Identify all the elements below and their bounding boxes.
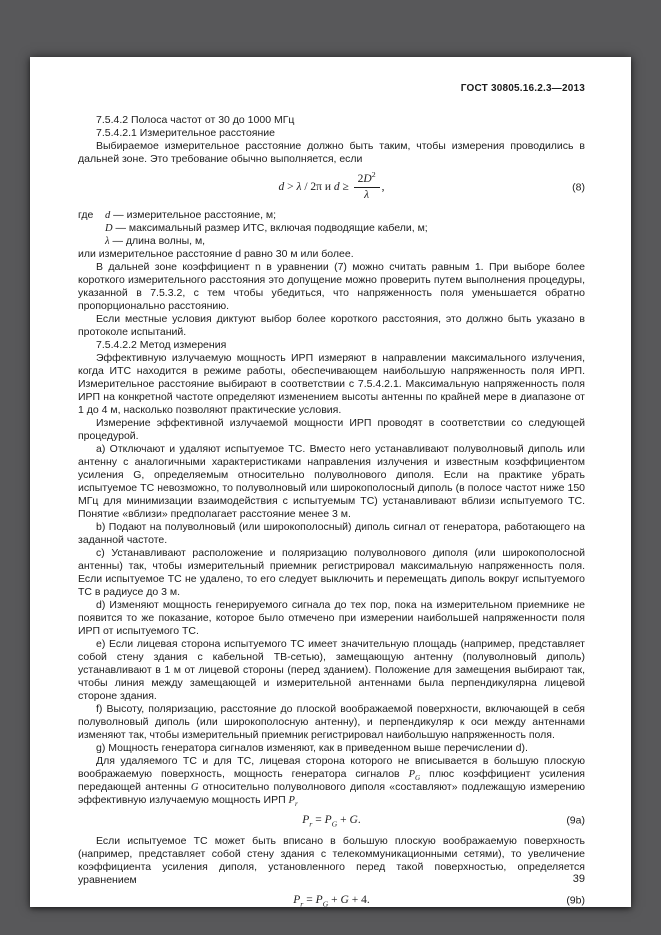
paragraph: g) Мощность генератора сигналов изменяют, как в приведенном выше перечислении d). [96, 742, 528, 754]
equation-number: (9a) [566, 814, 585, 827]
where-line: D — максимальный размер ИТС, включая подводящие кабели, м; [105, 222, 428, 234]
formula: $P_r = P_G + G + 4$. (9b) [293, 894, 585, 907]
paragraph: Если местные условия диктуют выбор более короткого расстояния, это должно быть указано в протоколе испытаний. [78, 313, 585, 338]
document-page [30, 57, 631, 907]
paragraph: d) Изменяют мощность генерируемого сигнала до тех пор, пока на измерительном приемнике не появится то же показание, которое было отмечено при измерении наибольшей напряженности поля ИРП от испытуемого ТС. [78, 599, 585, 637]
paragraph: Для удаляемого ТС и для ТС, лицевая сторона которого не вписывается в большую плоскую воображаемую поверхность, мощность генератора сигналов $P_G$ плюс коэффициент усиления передающей антенны G относительно полуволнового диполя «составляют» подлежащую измерению эффективную излучаемую мощность ИРП $P_r$ [78, 755, 585, 809]
paragraph: Выбираемое измерительное расстояние должно быть таким, чтобы измерения проводились в дальней зоне. Это требование обычно выполняется, если [78, 140, 585, 165]
paragraph: Если испытуемое ТС может быть вписано в большую плоскую воображаемую поверхность (например, представляет собой стену здания с телекоммуникационными сетями), то увеличение коэффициента усиления диполя, установленного перед такой поверхностью, определяется уравнением [78, 835, 585, 886]
page-number: 39 [572, 873, 585, 885]
paragraph: Измерение эффективной излучаемой мощности ИРП проводят в соответствии со следующей процедурой. [78, 417, 585, 442]
paragraph: В дальней зоне коэффициент n в уравнении (7) можно считать равным 1. При выборе более короткого измерительного расстояния это допущение можно проверить путем выполнения процедуры, указанной в 7.5.3.2, с тем чтобы убедиться, что напряженность поля уменьшается обратно пропорционально расстоянию. [78, 261, 585, 312]
where-line: λ — длина волны, м, [105, 235, 206, 247]
paragraph: e) Если лицевая сторона испытуемого ТС имеет значительную площадь (например, представляет собой стену здания с кабельной ТВ-сетью), замещающую антенну (полуволновый диполь) устанавливают в 1 м от лицевой стороны (перед зданием). Положение для замещения выбирают так, чтобы линия между замещающей и измерительной антеннами была перпендикулярна лицевой стороне здания. [78, 638, 585, 702]
paragraph: Эффективную излучаемую мощность ИРП измеряют в направлении максимального излучения, когда ИТС находится в режиме работы, обеспечивающем наибольшую напряженность поля ИРП. Измерительное расстояние выбирают в соответствии с 7.5.4.2.1. Максимальную напряженность поля ИРП на конкретной частоте определяют изменением высоты антенны по крайней мере в диапазоне от 1 до 4 м, насколько позволяют практические условия. [78, 352, 585, 416]
where-line: где d — измерительное расстояние, м; [78, 209, 277, 221]
paragraph: 7.5.4.2.1 Измерительное расстояние [96, 127, 275, 139]
paragraph: 7.5.4.2 Полоса частот от 30 до 1000 МГц [96, 114, 295, 126]
equation-number: (9b) [566, 894, 585, 907]
document-body [78, 114, 585, 907]
paragraph: c) Устанавливают расположение и поляризацию полуволнового диполя (или широкополосной антенны) так, чтобы измерительный приемник регистрировал максимальную напряженность поля. Если испытуемое ТС не удалено, то его следует выключить и перемещать диполь вокруг испытуемого ТС в радиусе до 3 м. [78, 547, 585, 598]
paragraph: f) Высоту, поляризацию, расстояние до плоской воображаемой поверхности, включающей в себя полуволновый диполь (или широкополосную антенну), и перпендикуляр к оси между антеннами изменяют так, чтобы измерительный приемник регистрировал наибольшую напряженность поля. [78, 703, 585, 741]
paragraph: 7.5.4.2.2 Метод измерения [96, 339, 227, 351]
paragraph: b) Подают на полуволновый (или широкополосный) диполь сигнал от генератора, работающего на заданной частоте. [78, 521, 585, 546]
formula: $P_r = P_G + G$. (9a) [302, 814, 585, 829]
paragraph: или измерительное расстояние d равно 30 м или более. [78, 248, 354, 260]
equation-number: (8) [572, 181, 585, 193]
fraction: $\frac{2D^2}{\lambda}$ [354, 173, 380, 202]
formula: d > λ / 2π и d ≥ $\frac{2D^2}{\lambda}$ , (8) [278, 170, 585, 201]
document-header: ГОСТ 30805.16.2.3—2013 [460, 83, 585, 94]
paragraph: a) Отключают и удаляют испытуемое ТС. Вместо него устанавливают полуволновый диполь или антенну с аналогичными характеристиками направления излучения и известным коэффициентом усиления G, определяемым относительно полуволнового диполя. Если на практике убрать испытуемое ТС невозможно, то полуволновый или широкополосный диполь (в полосе частот ниже 150 МГц для минимизации взаимодействия с испытуемым ТС) устанавливают вблизи испытуемого ТС. Понятие «вблизи» предполагает расстояние менее 3 м. [78, 443, 585, 520]
